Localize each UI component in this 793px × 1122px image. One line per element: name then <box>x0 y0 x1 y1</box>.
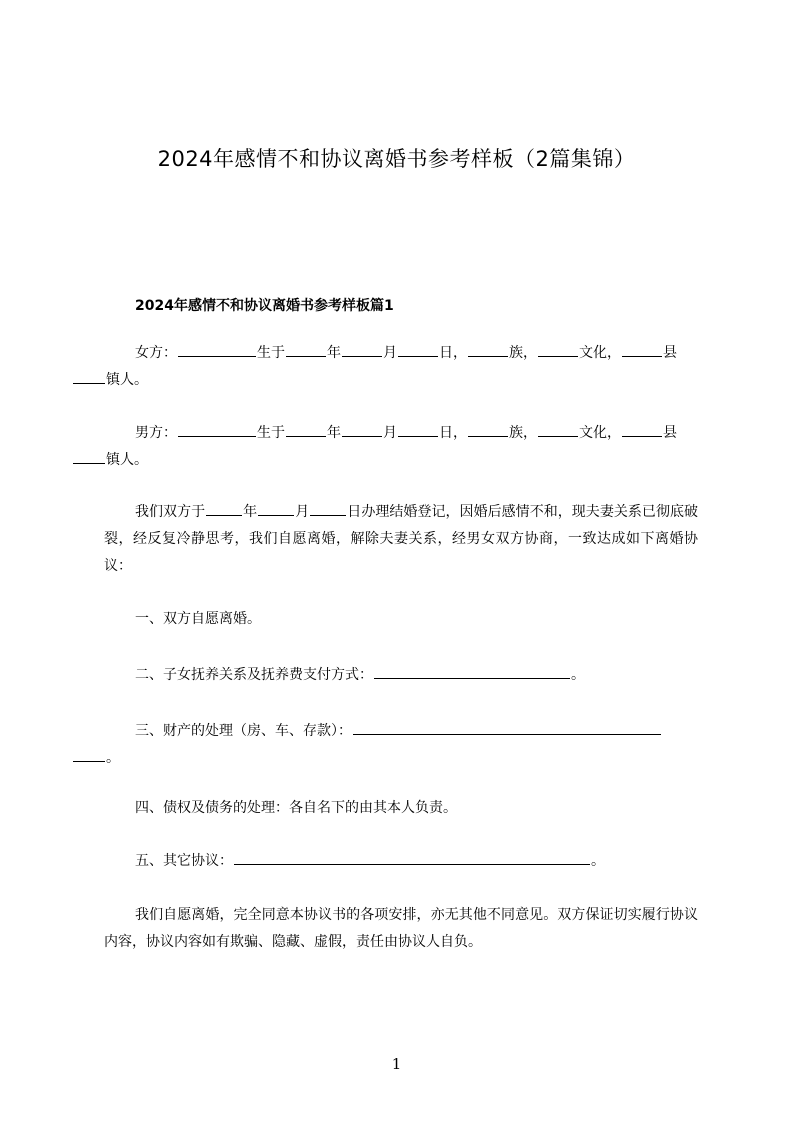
child-support-blank <box>374 663 570 679</box>
item-four-text: 四、债权及债务的处理：各自名下的由其本人负责。 <box>135 800 457 816</box>
year-label: 年 <box>243 504 258 520</box>
culture-label: 文化， <box>579 425 621 441</box>
item-one <box>104 606 698 633</box>
item-three <box>104 718 698 772</box>
female-culture-blank <box>538 341 578 357</box>
item-two <box>104 662 698 689</box>
marriage-month-blank <box>258 500 294 516</box>
town-label: 镇人。 <box>106 372 148 388</box>
female-birth-month-blank <box>342 341 382 357</box>
marriage-year-blank <box>206 500 242 516</box>
month-label: 月 <box>383 345 397 361</box>
intro-text: 日办理结婚登记，因婚后感情不和，现夫妻关系已彻底破裂，经反复冷静思考，我们自愿离婚，解除夫妻关系，经男女双方协商，一致达成如下离婚协议： <box>104 504 699 574</box>
county-label: 县 <box>663 345 677 361</box>
female-town-blank <box>73 368 105 384</box>
intro-prefix: 我们双方于 <box>135 504 206 520</box>
female-name-blank <box>178 341 256 357</box>
female-county-blank <box>622 341 662 357</box>
item-three-text: 三、财产的处理（房、车、存款）： <box>135 723 352 739</box>
intro-paragraph <box>104 499 698 580</box>
male-info-paragraph <box>104 420 698 474</box>
item-three-end: 。 <box>106 750 120 766</box>
ethnic-label: 族， <box>509 425 537 441</box>
born-label: 生于 <box>257 345 285 361</box>
item-five-text: 五、其它协议： <box>135 853 233 869</box>
male-label: 男方： <box>135 425 177 441</box>
item-five <box>104 848 698 875</box>
day-label: 日， <box>439 425 467 441</box>
item-two-text: 二、子女抚养关系及抚养费支付方式： <box>135 667 373 683</box>
property-blank <box>353 719 661 735</box>
county-label: 县 <box>663 425 677 441</box>
day-label: 日， <box>439 345 467 361</box>
male-county-blank <box>622 421 662 437</box>
female-ethnic-blank <box>468 341 508 357</box>
male-name-blank <box>178 421 256 437</box>
section-heading: 2024年感情不和协议离婚书参考样板篇1 <box>135 298 394 314</box>
closing-text: 我们自愿离婚，完全同意本协议书的各项安排，亦无其他不同意见。双方保证切实履行协议内容，协议内容如有欺骗、隐藏、虚假，责任由协议人自负。 <box>104 907 698 950</box>
item-one-text: 一、双方自愿离婚。 <box>135 611 261 627</box>
male-ethnic-blank <box>468 421 508 437</box>
culture-label: 文化， <box>579 345 621 361</box>
town-label: 镇人。 <box>106 452 148 468</box>
property-blank-continued <box>73 746 105 762</box>
female-birth-year-blank <box>286 341 326 357</box>
male-birth-month-blank <box>342 421 382 437</box>
male-culture-blank <box>538 421 578 437</box>
month-label: 月 <box>295 504 310 520</box>
item-four <box>104 795 698 822</box>
other-agreement-blank <box>234 849 590 865</box>
male-town-blank <box>73 448 105 464</box>
female-info-paragraph <box>104 340 698 394</box>
female-label: 女方： <box>135 345 177 361</box>
page-number: 1 <box>391 1055 402 1073</box>
female-birth-day-blank <box>398 341 438 357</box>
document-title: 2024年感情不和协议离婚书参考样板（2篇集锦） <box>157 147 636 171</box>
male-birth-day-blank <box>398 421 438 437</box>
closing-paragraph <box>104 902 698 956</box>
ethnic-label: 族， <box>509 345 537 361</box>
year-label: 年 <box>327 425 341 441</box>
year-label: 年 <box>327 345 341 361</box>
item-two-end: 。 <box>571 667 585 683</box>
male-birth-year-blank <box>286 421 326 437</box>
born-label: 生于 <box>257 425 285 441</box>
item-five-end: 。 <box>591 853 605 869</box>
month-label: 月 <box>383 425 397 441</box>
marriage-day-blank <box>310 500 346 516</box>
